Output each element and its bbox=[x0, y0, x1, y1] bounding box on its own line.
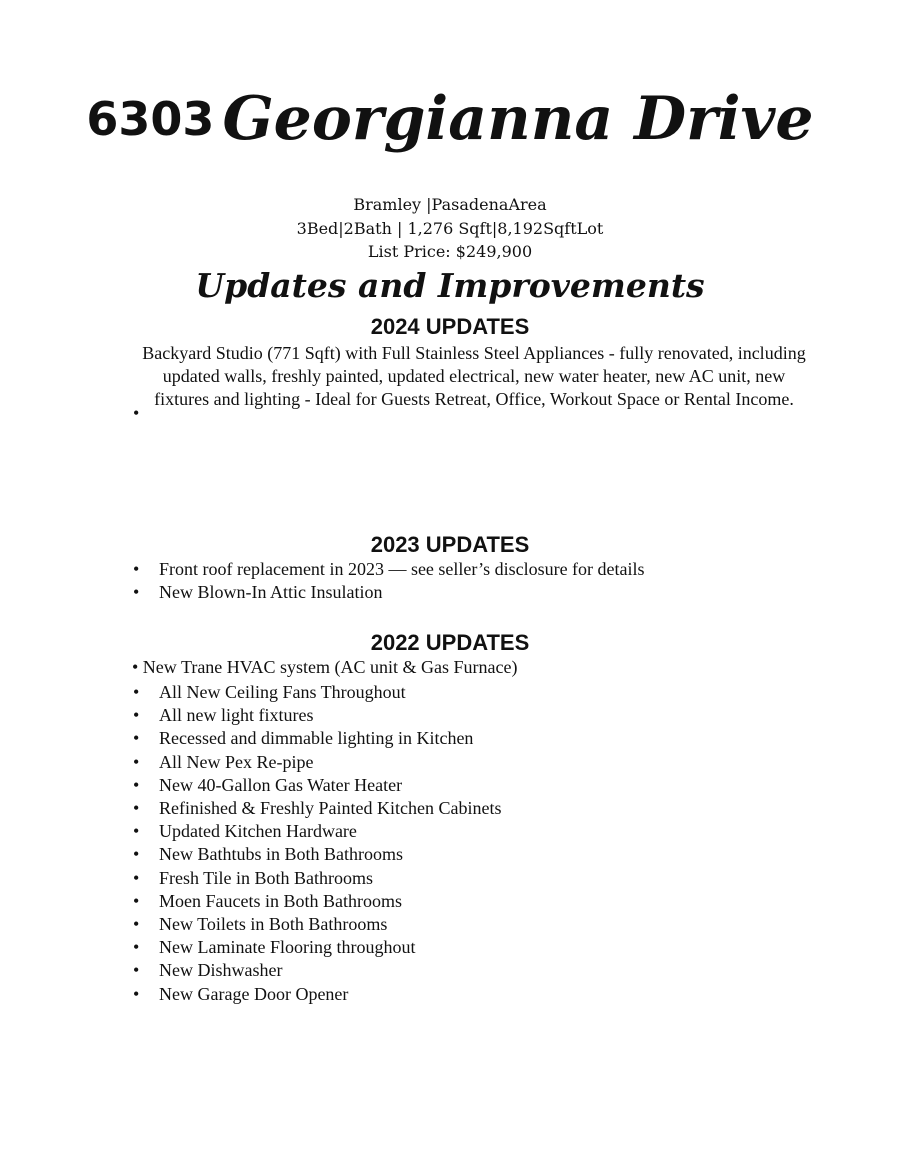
list-item: • All new light fixtures bbox=[133, 704, 501, 727]
list-item: • New Blown-In Attic Insulation bbox=[133, 581, 645, 604]
section-subtitle: Updates and Improvements bbox=[195, 266, 705, 305]
list-item: • Front roof replacement in 2023 — see seller’s disclosure for details bbox=[133, 558, 645, 581]
list-item: • New Dishwasher bbox=[133, 959, 501, 982]
list-item: • Fresh Tile in Both Bathrooms bbox=[133, 867, 501, 890]
heading-2023-updates: 2023 UPDATES bbox=[370, 532, 530, 557]
bullet-2024: • bbox=[133, 403, 140, 423]
list-2022-updates bbox=[133, 681, 501, 1006]
studio-update-text: Backyard Studio (771 Sqft) with Full Stainless Steel Appliances - fully renovated, including updated walls, freshly painted, updated electrical, new water heater, new AC unit, new fixtures and lighting - Ideal for Guests Retreat, Office, Workout Space or Rental Income. bbox=[142, 343, 806, 410]
list-item: • Refinished & Freshly Painted Kitchen Cabinets bbox=[133, 797, 501, 820]
list-item: • New Bathtubs in Both Bathrooms bbox=[133, 843, 501, 866]
list-item: • New 40-Gallon Gas Water Heater bbox=[133, 774, 501, 797]
heading-2022-updates: 2022 UPDATES bbox=[370, 630, 530, 655]
location-line: Bramley |PasadenaArea bbox=[353, 195, 547, 214]
list-item: • All New Pex Re-pipe bbox=[133, 751, 501, 774]
list-item: • New Laminate Flooring throughout bbox=[133, 936, 501, 959]
list-2023-updates bbox=[133, 558, 645, 604]
hvac-update-item: • New Trane HVAC system (AC unit & Gas Furnace) bbox=[132, 657, 518, 677]
heading-2024-updates: 2024 UPDATES bbox=[370, 314, 530, 339]
list-item: • New Toilets in Both Bathrooms bbox=[133, 913, 501, 936]
property-info bbox=[0, 193, 900, 264]
street-name: Georgianna Drive bbox=[222, 84, 814, 154]
specs-line: 3Bed|2Bath | 1,276 Sqft|8,192SqftLot bbox=[296, 218, 604, 238]
page-title bbox=[0, 84, 900, 154]
list-item: • Moen Faucets in Both Bathrooms bbox=[133, 890, 501, 913]
address-number: 6303 bbox=[86, 92, 215, 146]
list-price-line: List Price: $249,900 bbox=[367, 242, 533, 261]
list-item: • Updated Kitchen Hardware bbox=[133, 820, 501, 843]
list-item: • All New Ceiling Fans Throughout bbox=[133, 681, 501, 704]
list-item: • Recessed and dimmable lighting in Kitchen bbox=[133, 727, 501, 750]
list-item: • New Garage Door Opener bbox=[133, 983, 501, 1006]
